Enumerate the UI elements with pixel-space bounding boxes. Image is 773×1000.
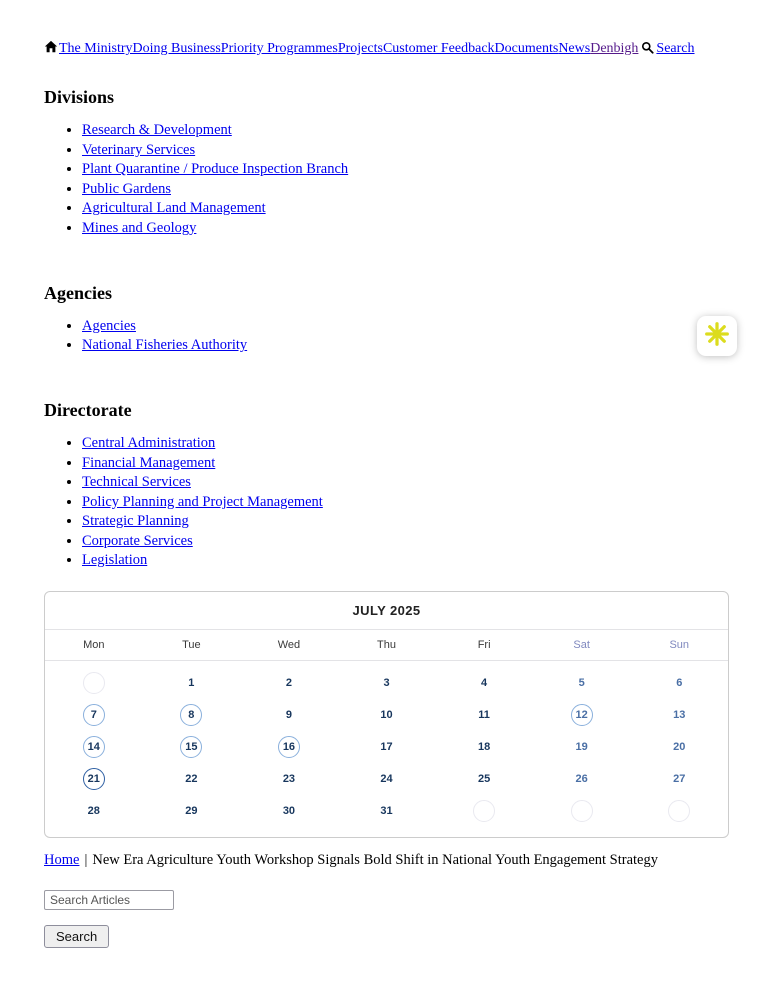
calendar-day[interactable]: 14 [83, 736, 105, 758]
list-item [82, 220, 729, 237]
section-title-divisions: Divisions [44, 87, 115, 108]
weekday-label: Mon [83, 639, 105, 652]
calendar-weekdays [45, 630, 728, 661]
list-item [82, 337, 729, 354]
section-link[interactable]: Policy Planning and Project Management [82, 493, 323, 510]
calendar-day[interactable]: 23 [282, 773, 296, 786]
weekday-label: Thu [377, 639, 396, 652]
calendar-day[interactable]: 26 [575, 773, 588, 786]
calendar-day[interactable]: 6 [676, 677, 683, 690]
list-item [82, 494, 729, 511]
weekday-label: Sat [573, 639, 590, 652]
section-link[interactable]: Financial Management [82, 454, 216, 471]
calendar-day-empty [668, 800, 690, 822]
calendar-day-cell [338, 800, 436, 822]
calendar-day-cell [143, 672, 241, 694]
calendar-day[interactable]: 22 [185, 773, 198, 786]
calendar-day-cell [338, 736, 436, 758]
section-link[interactable]: Technical Services [82, 474, 191, 491]
calendar-day[interactable]: 18 [477, 741, 491, 754]
calendar-day[interactable]: 4 [481, 677, 488, 690]
calendar-day-cell [338, 704, 436, 726]
nav-link-priority-programmes[interactable]: Priority Programmes [220, 41, 338, 56]
calendar-day[interactable]: 12 [571, 704, 593, 726]
calendar-day[interactable]: 20 [673, 741, 686, 754]
breadcrumb-separator: | [84, 852, 88, 869]
calendar-day[interactable]: 25 [477, 773, 491, 786]
nav-link-documents[interactable]: Documents [494, 41, 559, 56]
calendar-day[interactable]: 31 [380, 805, 393, 818]
calendar-day[interactable]: 1 [188, 677, 195, 690]
calendar-day-cell [630, 704, 728, 726]
agencies-list [44, 318, 729, 355]
section-link[interactable]: Research & Development [82, 122, 232, 139]
calendar-day-cell [338, 768, 436, 790]
weekday-label: Tue [182, 639, 201, 652]
calendar-day-cell [240, 672, 338, 694]
calendar-day[interactable]: 30 [282, 805, 296, 818]
home-icon[interactable] [44, 40, 58, 60]
calendar-week-row [45, 763, 728, 795]
calendar-day-cell [240, 736, 338, 758]
list-item [82, 122, 729, 139]
section-title-directorate: Directorate [44, 400, 132, 421]
calendar-day-cell [435, 768, 533, 790]
calendar-week-row [45, 795, 728, 827]
breadcrumb [44, 852, 729, 869]
calendar-day[interactable]: 27 [673, 773, 686, 786]
calendar-day-cell [435, 736, 533, 758]
calendar-day[interactable]: 3 [383, 677, 390, 690]
accessibility-widget-button[interactable] [697, 316, 737, 356]
section-link[interactable]: Legislation [82, 552, 148, 569]
weekday-label: Wed [277, 639, 301, 652]
calendar-day-cell [630, 672, 728, 694]
list-item [82, 552, 729, 569]
calendar-day-empty [473, 800, 495, 822]
calendar-day-cell [143, 704, 241, 726]
section-link[interactable]: Central Administration [82, 435, 216, 452]
search-input[interactable] [44, 890, 174, 910]
calendar-day-empty [83, 672, 105, 694]
calendar-day-cell [45, 704, 143, 726]
weekday-label: Sun [669, 639, 690, 652]
section-link[interactable]: Mines and Geology [82, 219, 197, 236]
section-link[interactable]: Veterinary Services [82, 141, 196, 158]
nav-search-link[interactable]: Search [656, 41, 695, 56]
calendar-day-cell [240, 704, 338, 726]
calendar-day-cell [143, 800, 241, 822]
search-icon [641, 41, 654, 60]
calendar-week-row [45, 731, 728, 763]
search-button[interactable]: Search [44, 925, 109, 948]
calendar [44, 591, 729, 838]
nav-link-denbigh[interactable]: Denbigh [590, 41, 639, 56]
calendar-day-empty [571, 800, 593, 822]
asterisk-icon [704, 321, 730, 352]
calendar-day-cell [533, 704, 631, 726]
breadcrumb-current: New Era Agriculture Youth Workshop Signals Bold Shift in National Youth Engagement Strategy [92, 852, 658, 869]
section-link[interactable]: National Fisheries Authority [82, 337, 248, 354]
calendar-week-row [45, 667, 728, 699]
calendar-day[interactable]: 9 [285, 709, 292, 722]
calendar-day[interactable]: 10 [380, 709, 393, 722]
section-link[interactable]: Agricultural Land Management [82, 200, 266, 217]
calendar-day-cell [435, 704, 533, 726]
top-nav [44, 40, 729, 60]
nav-link-news[interactable]: News [558, 41, 591, 56]
calendar-day[interactable]: 17 [380, 741, 393, 754]
nav-link-doing-business[interactable]: Doing Business [132, 41, 221, 56]
calendar-day-cell [435, 800, 533, 822]
calendar-day-cell [533, 800, 631, 822]
section-link[interactable]: Agencies [82, 317, 136, 334]
calendar-day[interactable]: 11 [478, 709, 490, 722]
directorate-list [44, 435, 729, 569]
list-item [82, 513, 729, 530]
calendar-day-cell [630, 768, 728, 790]
section-link[interactable]: Public Gardens [82, 180, 171, 197]
calendar-day-cell [45, 736, 143, 758]
list-item [82, 533, 729, 550]
calendar-day-cell [435, 672, 533, 694]
list-item [82, 161, 729, 178]
section-link[interactable]: Corporate Services [82, 532, 193, 549]
list-item [82, 455, 729, 472]
calendar-day-cell [338, 672, 436, 694]
calendar-day-cell [143, 736, 241, 758]
calendar-day[interactable]: 2 [285, 677, 292, 690]
calendar-grid [45, 661, 728, 837]
calendar-day-cell [45, 672, 143, 694]
nav-link-the-ministry[interactable]: The Ministry [59, 41, 133, 56]
list-item [82, 435, 729, 452]
calendar-day[interactable]: 21 [83, 768, 105, 790]
list-item [82, 181, 729, 198]
calendar-day-cell [45, 768, 143, 790]
section-title-agencies: Agencies [44, 282, 112, 303]
divisions-list [44, 122, 729, 237]
calendar-title: JULY 2025 [45, 592, 728, 630]
calendar-day-cell [240, 768, 338, 790]
section-link[interactable]: Plant Quarantine / Produce Inspection Branch [82, 161, 349, 178]
nav-links [59, 41, 638, 56]
calendar-day[interactable]: 13 [673, 709, 686, 722]
calendar-day[interactable]: 28 [87, 805, 100, 818]
calendar-day-cell [143, 768, 241, 790]
breadcrumb-home-link[interactable]: Home [44, 852, 80, 869]
section-link[interactable]: Strategic Planning [82, 513, 189, 530]
list-item [82, 200, 729, 217]
calendar-day[interactable]: 5 [578, 677, 585, 690]
calendar-day[interactable]: 19 [575, 741, 588, 754]
calendar-day-cell [240, 800, 338, 822]
calendar-day-cell [533, 768, 631, 790]
calendar-day[interactable]: 15 [180, 736, 202, 758]
calendar-day-cell [630, 736, 728, 758]
calendar-day-cell [533, 672, 631, 694]
calendar-week-row [45, 699, 728, 731]
calendar-day[interactable]: 8 [180, 704, 202, 726]
calendar-day-cell [45, 800, 143, 822]
calendar-day-cell [533, 736, 631, 758]
nav-link-customer-feedback[interactable]: Customer Feedback [382, 41, 495, 56]
calendar-day[interactable]: 29 [185, 805, 198, 818]
weekday-label: Fri [477, 639, 491, 652]
search-box [44, 890, 729, 910]
calendar-day[interactable]: 7 [83, 704, 105, 726]
calendar-day[interactable]: 16 [278, 736, 300, 758]
list-item [82, 318, 729, 335]
calendar-day-cell [630, 800, 728, 822]
calendar-day[interactable]: 24 [380, 773, 393, 786]
list-item [82, 474, 729, 491]
list-item [82, 142, 729, 159]
nav-link-projects[interactable]: Projects [337, 41, 383, 56]
